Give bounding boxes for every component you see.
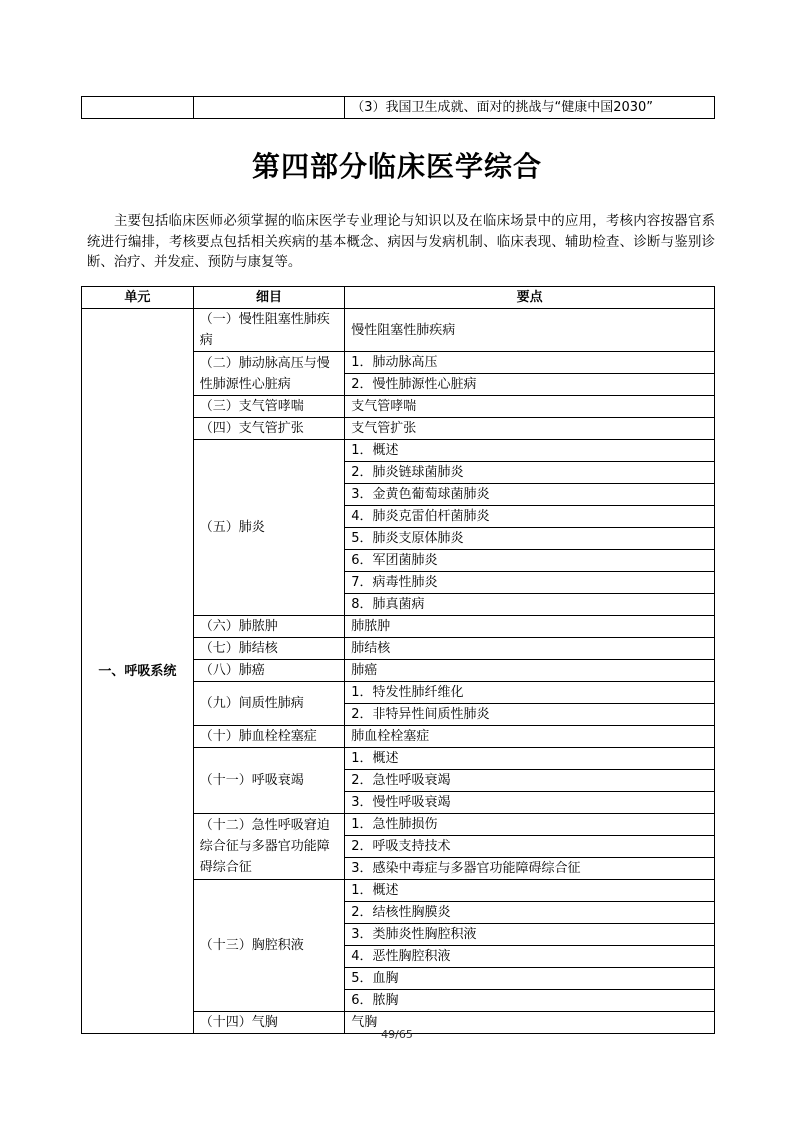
- point-cell: 2．非特异性间质性肺炎: [345, 704, 715, 726]
- point-cell: 2．结核性胸膜炎: [345, 902, 715, 924]
- point-cell: 2．慢性肺源性心脏病: [345, 374, 715, 396]
- subunit-cell: （二）肺动脉高压与慢性肺源性心脏病: [193, 352, 344, 396]
- point-cell: 1．肺动脉高压: [345, 352, 715, 374]
- point-cell: 5．肺炎支原体肺炎: [345, 528, 715, 550]
- point-cell: 肺癌: [345, 660, 715, 682]
- header-unit: 单元: [82, 287, 194, 309]
- subunit-cell: （十四）气胸: [193, 1012, 344, 1034]
- point-cell: 3．金黄色葡萄球菌肺炎: [345, 484, 715, 506]
- prev-point-cell: （3）我国卫生成就、面对的挑战与“健康中国2030”: [345, 97, 715, 119]
- point-cell: 2．呼吸支持技术: [345, 836, 715, 858]
- point-cell: 7．病毒性肺炎: [345, 572, 715, 594]
- point-cell: 慢性阻塞性肺疾病: [345, 309, 715, 352]
- point-cell: 4．恶性胸腔积液: [345, 946, 715, 968]
- previous-table-fragment: [81, 96, 715, 119]
- syllabus-table-body: [82, 309, 715, 1034]
- point-cell: 1．急性肺损伤: [345, 814, 715, 836]
- point-cell: 3．类肺炎性胸腔积液: [345, 924, 715, 946]
- subunit-cell: （四）支气管扩张: [193, 418, 344, 440]
- point-cell: 肺结核: [345, 638, 715, 660]
- subunit-cell: （九）间质性肺病: [193, 682, 344, 726]
- subunit-cell: （八）肺癌: [193, 660, 344, 682]
- table-row: [82, 97, 715, 119]
- point-cell: 气胸: [345, 1012, 715, 1034]
- page-number: 49/65: [381, 1028, 413, 1041]
- header-point: 要点: [345, 287, 715, 309]
- subunit-cell: （七）肺结核: [193, 638, 344, 660]
- subunit-cell: （十）肺血栓栓塞症: [193, 726, 344, 748]
- intro-paragraph: 主要包括临床医师必须掌握的临床医学专业理论与知识以及在临床场景中的应用，考核内容按器官系统进行编排，考核要点包括相关疾病的基本概念、病因与发病机制、临床表现、辅助检查、诊断与鉴别诊断、治疗、并发症、预防与康复等。: [87, 214, 715, 270]
- point-cell: 肺血栓栓塞症: [345, 726, 715, 748]
- point-cell: 4．肺炎克雷伯杆菌肺炎: [345, 506, 715, 528]
- point-cell: 2．急性呼吸衰竭: [345, 770, 715, 792]
- table-row: [82, 309, 715, 352]
- subunit-cell: （五）肺炎: [193, 440, 344, 616]
- point-cell: 5．血胸: [345, 968, 715, 990]
- subunit-cell: （六）肺脓肿: [193, 616, 344, 638]
- unit-cell: 一、呼吸系统: [82, 309, 194, 1034]
- point-cell: 2．肺炎链球菌肺炎: [345, 462, 715, 484]
- point-cell: 肺脓肿: [345, 616, 715, 638]
- prev-subunit-cell: [193, 97, 344, 119]
- subunit-cell: （十一）呼吸衰竭: [193, 748, 344, 814]
- point-cell: 支气管哮喘: [345, 396, 715, 418]
- point-cell: 1．概述: [345, 440, 715, 462]
- point-cell: 3．慢性呼吸衰竭: [345, 792, 715, 814]
- header-subunit: 细目: [193, 287, 344, 309]
- point-cell: 支气管扩张: [345, 418, 715, 440]
- subunit-cell: （一）慢性阻塞性肺疾病: [193, 309, 344, 352]
- subunit-cell: （十三）胸腔积液: [193, 880, 344, 1012]
- syllabus-table: [81, 286, 715, 1034]
- prev-unit-cell: [82, 97, 194, 119]
- point-cell: 8．肺真菌病: [345, 594, 715, 616]
- subunit-cell: （三）支气管哮喘: [193, 396, 344, 418]
- point-cell: 6．脓胸: [345, 990, 715, 1012]
- table-header-row: [82, 287, 715, 309]
- point-cell: 1．特发性肺纤维化: [345, 682, 715, 704]
- subunit-cell: （十二）急性呼吸窘迫综合征与多器官功能障碍综合征: [193, 814, 344, 880]
- point-cell: 6．军团菌肺炎: [345, 550, 715, 572]
- point-cell: 1．概述: [345, 748, 715, 770]
- part-title: 第四部分临床医学综合: [251, 150, 542, 183]
- point-cell: 3．感染中毒症与多器官功能障碍综合征: [345, 858, 715, 880]
- point-cell: 1．概述: [345, 880, 715, 902]
